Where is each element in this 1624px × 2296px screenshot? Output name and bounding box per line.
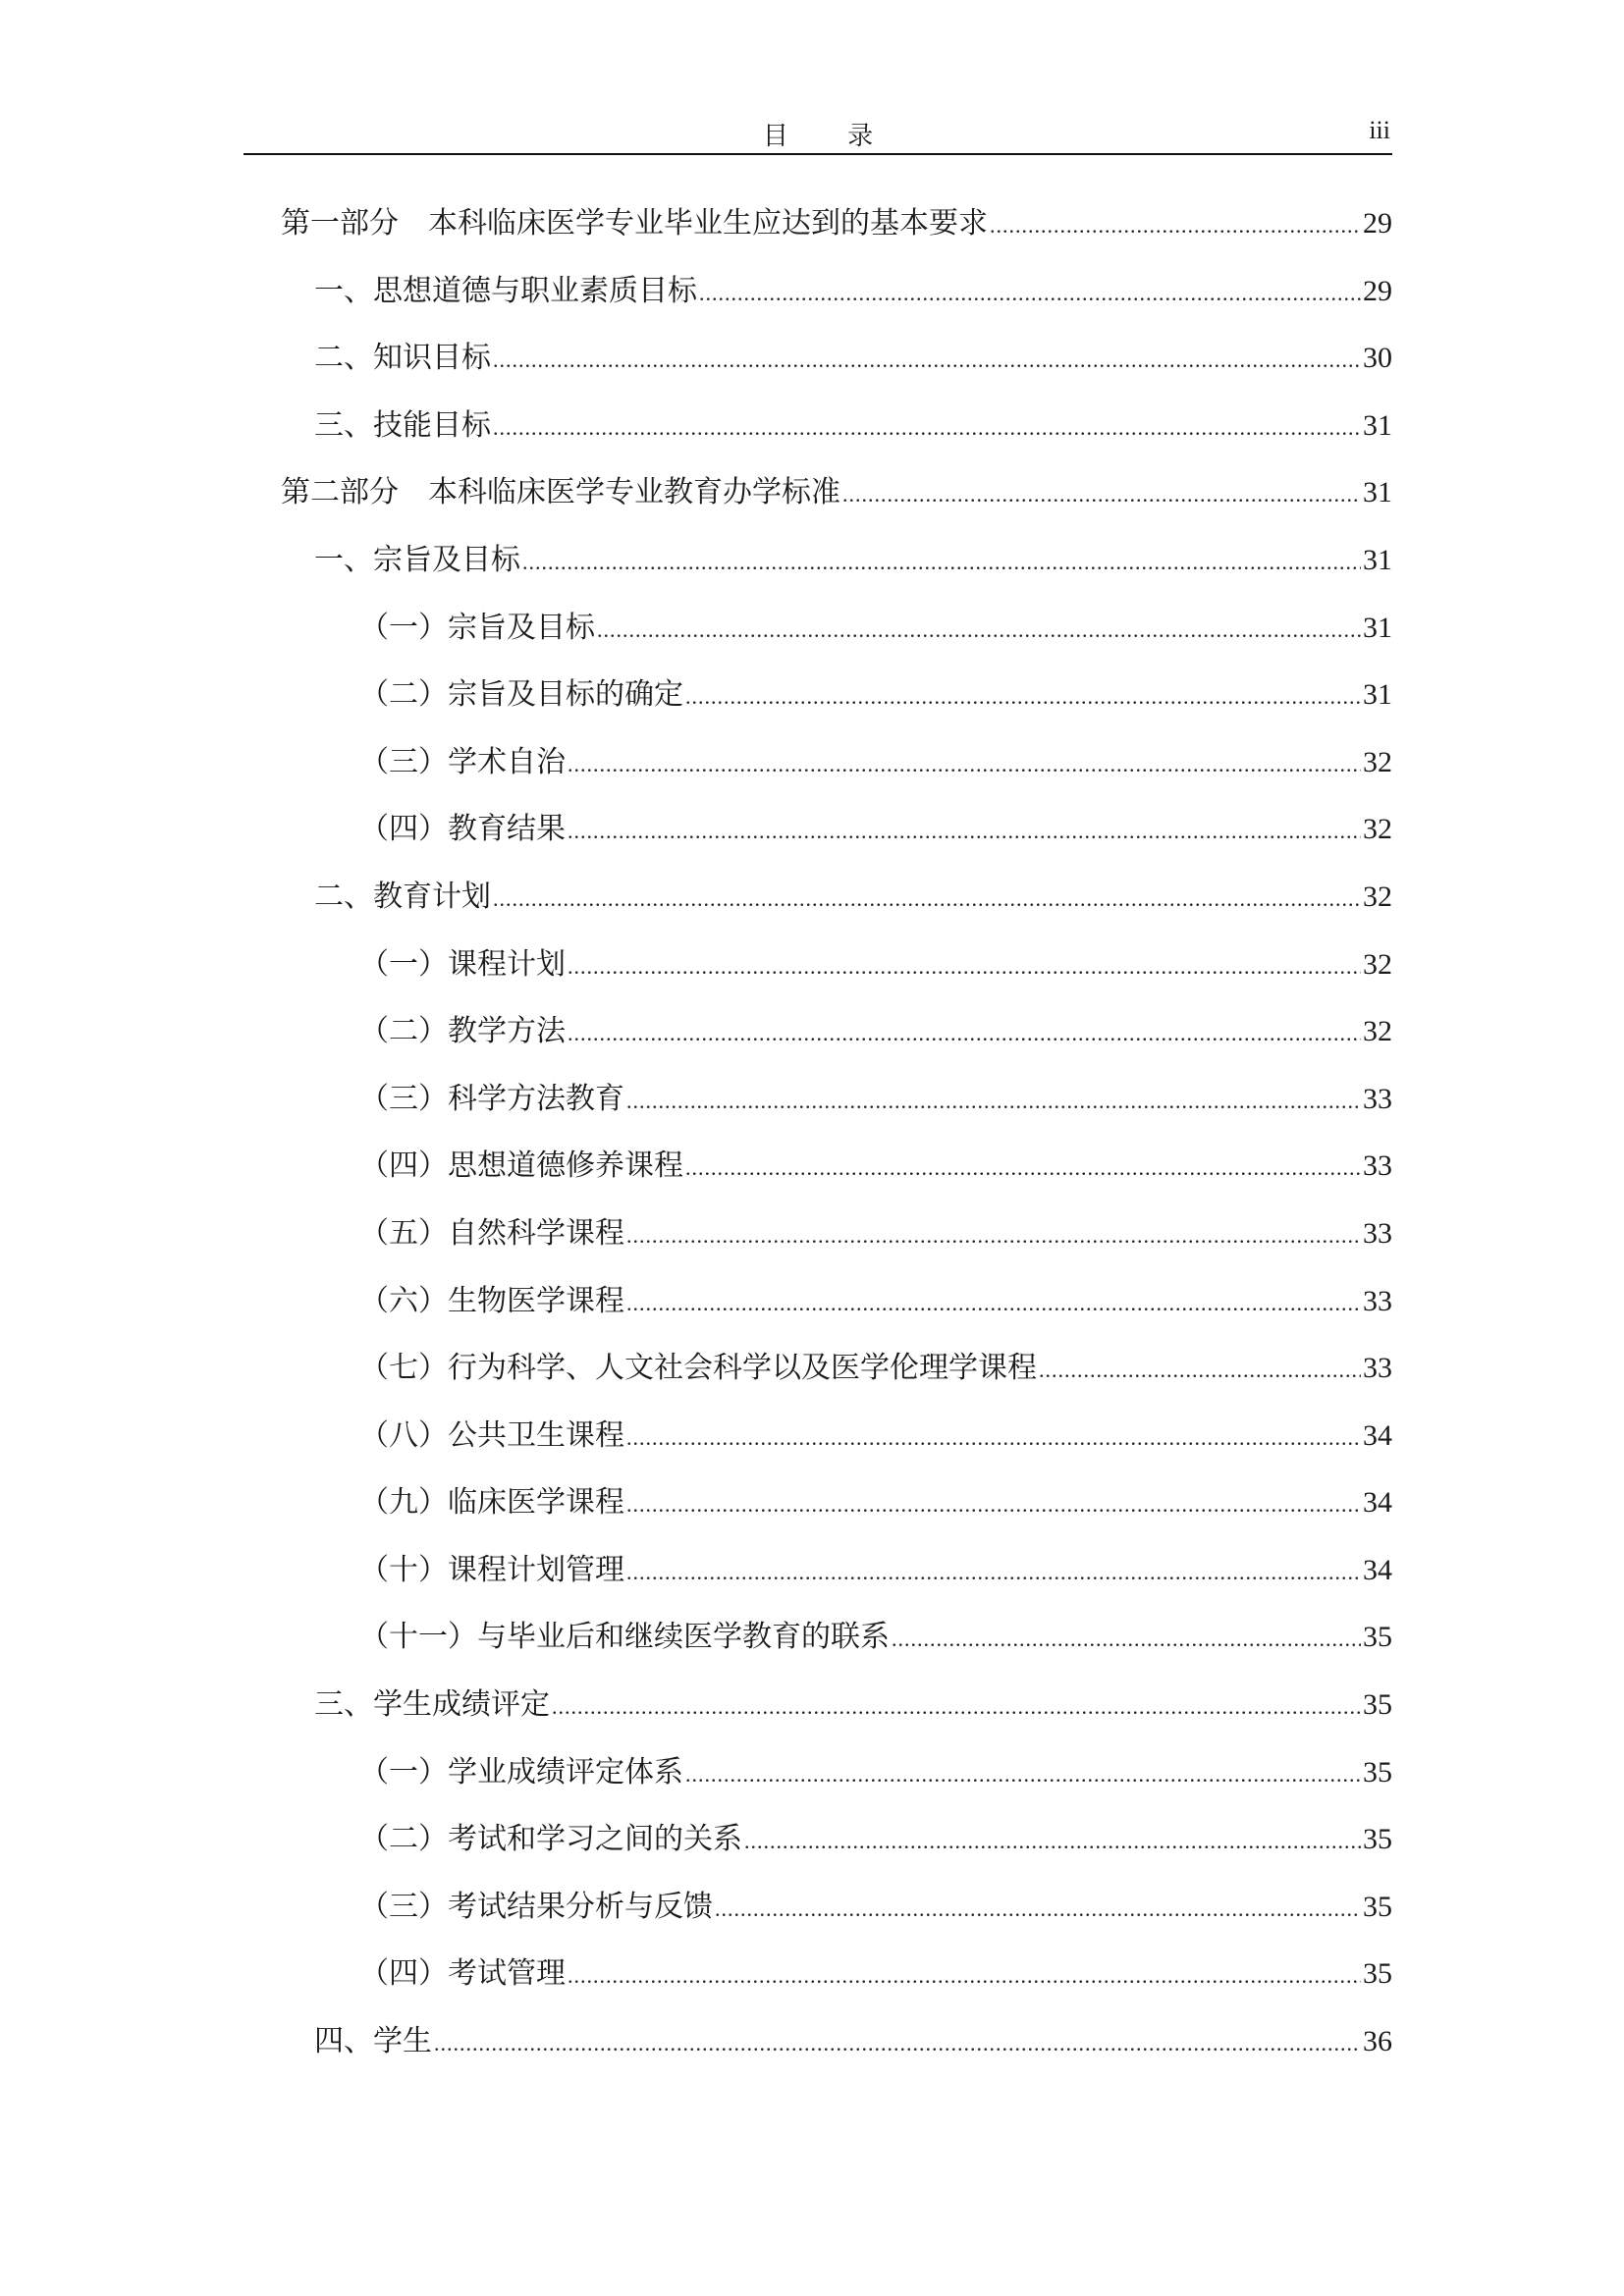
toc-leader-dots	[568, 745, 1361, 784]
toc-entry[interactable]	[281, 810, 1392, 878]
toc-entry-page: 35	[1363, 1755, 1392, 1789]
toc-entry[interactable]	[281, 675, 1392, 743]
toc-entry-page: 35	[1363, 1823, 1392, 1856]
toc-entry-label: （三）学术自治	[359, 744, 566, 779]
toc-entry[interactable]	[281, 1349, 1392, 1416]
toc-entry-label: （八）公共卫生课程	[359, 1417, 624, 1453]
toc-entry[interactable]	[281, 204, 1392, 272]
toc-entry[interactable]	[281, 1551, 1392, 1619]
toc-entry-label: （二）考试和学习之间的关系	[359, 1822, 742, 1857]
toc-entry[interactable]	[281, 1618, 1392, 1685]
toc-leader-dots	[626, 1418, 1361, 1458]
toc-entry[interactable]	[281, 1685, 1392, 1753]
toc-leader-dots	[685, 1148, 1361, 1188]
page-header	[244, 110, 1392, 155]
header-page-number: iii	[1369, 116, 1390, 144]
toc-entry-label: （二）宗旨及目标的确定	[359, 677, 683, 713]
toc-entry-page: 30	[1363, 342, 1392, 375]
toc-entry-page: 31	[1363, 543, 1392, 576]
toc-entry[interactable]	[281, 743, 1392, 811]
toc-entry-label: （一）宗旨及目标	[359, 610, 595, 645]
toc-entry-label: 第一部分 本科临床医学专业毕业生应达到的基本要求	[281, 206, 988, 240]
toc-entry[interactable]	[281, 1214, 1392, 1282]
toc-entry[interactable]	[281, 1416, 1392, 1484]
toc-entry[interactable]	[281, 541, 1392, 609]
toc-entry-page: 33	[1363, 1352, 1392, 1385]
toc-leader-dots	[699, 274, 1361, 313]
toc-entry-label: 二、知识目标	[314, 341, 491, 376]
toc-entry[interactable]	[281, 339, 1392, 406]
toc-entry-label: （四）教育结果	[359, 812, 566, 847]
toc-entry-page: 35	[1363, 1621, 1392, 1654]
toc-entry-page: 35	[1363, 1688, 1392, 1722]
toc-entry[interactable]	[281, 1483, 1392, 1551]
toc-entry[interactable]	[281, 2022, 1392, 2090]
toc-leader-dots	[626, 1082, 1361, 1121]
toc-entry-label: 一、思想道德与职业素质目标	[314, 273, 697, 308]
toc-entry[interactable]	[281, 1753, 1392, 1821]
toc-entry-label: （十一）与毕业后和继续医学教育的联系	[359, 1620, 890, 1655]
toc-leader-dots	[715, 1890, 1361, 1929]
toc-entry-label: （二）教学方法	[359, 1014, 566, 1049]
toc-entry-page: 31	[1363, 408, 1392, 442]
toc-entry[interactable]	[281, 1012, 1392, 1080]
toc-entry-page: 32	[1363, 813, 1392, 846]
toc-entry-page: 34	[1363, 1486, 1392, 1520]
toc-leader-dots	[568, 1014, 1361, 1053]
toc-entry-label: 第二部分 本科临床医学专业教育办学标准	[281, 475, 840, 510]
toc-leader-dots	[626, 1216, 1361, 1255]
toc-entry-page: 32	[1363, 745, 1392, 778]
toc-leader-dots	[493, 408, 1361, 448]
toc-leader-dots	[626, 1284, 1361, 1323]
toc-entry-label: 二、教育计划	[314, 879, 491, 914]
toc-entry[interactable]	[281, 609, 1392, 676]
toc-leader-dots	[434, 2024, 1361, 2063]
toc-entry-label: （七）行为科学、人文社会科学以及医学伦理学课程	[359, 1351, 1037, 1386]
toc-entry-label: （五）自然科学课程	[359, 1215, 624, 1251]
toc-leader-dots	[493, 341, 1361, 380]
toc-entry-page: 32	[1363, 880, 1392, 913]
toc-entry-label: （一）学业成绩评定体系	[359, 1754, 683, 1789]
toc-entry-page: 35	[1363, 1890, 1392, 1923]
toc-leader-dots	[990, 206, 1361, 245]
toc-leader-dots	[744, 1822, 1361, 1861]
toc-entry[interactable]	[281, 1282, 1392, 1350]
toc-entry-label: 一、宗旨及目标	[314, 542, 520, 577]
toc-entry-page: 33	[1363, 1082, 1392, 1115]
toc-entry[interactable]	[281, 272, 1392, 340]
toc-entry[interactable]	[281, 878, 1392, 945]
toc-entry-page: 33	[1363, 1216, 1392, 1250]
toc-entry-page: 31	[1363, 611, 1392, 644]
toc-leader-dots	[568, 947, 1361, 987]
toc-entry-label: 三、学生成绩评定	[314, 1687, 550, 1723]
toc-leader-dots	[892, 1620, 1361, 1659]
toc-entry[interactable]	[281, 1147, 1392, 1214]
toc-leader-dots	[493, 880, 1361, 919]
toc-entry-page: 33	[1363, 1284, 1392, 1317]
toc-entry-label: （十）课程计划管理	[359, 1552, 624, 1587]
toc-leader-dots	[1039, 1351, 1361, 1390]
toc-entry[interactable]	[281, 1820, 1392, 1888]
toc-entry-page: 33	[1363, 1149, 1392, 1183]
toc-entry-label: （四）思想道德修养课程	[359, 1148, 683, 1184]
toc-entry-page: 36	[1363, 2025, 1392, 2058]
toc-entry-label: 四、学生	[314, 2024, 432, 2059]
toc-entry-label: （九）临床医学课程	[359, 1485, 624, 1521]
toc-entry-page: 32	[1363, 947, 1392, 981]
toc-leader-dots	[568, 812, 1361, 851]
toc-entry[interactable]	[281, 1080, 1392, 1148]
header-title: 目 录	[762, 122, 899, 151]
toc-entry[interactable]	[281, 1954, 1392, 2022]
toc-entry[interactable]	[281, 1888, 1392, 1955]
toc-leader-dots	[552, 1687, 1361, 1727]
toc-entry-label: （一）课程计划	[359, 946, 566, 982]
toc-entry-label: （三）科学方法教育	[359, 1081, 624, 1116]
toc-leader-dots	[685, 1755, 1361, 1794]
toc-entry-page: 34	[1363, 1418, 1392, 1452]
toc-leader-dots	[685, 677, 1361, 717]
toc-entry-page: 29	[1363, 274, 1392, 307]
toc-entry-page: 35	[1363, 1957, 1392, 1991]
toc-entry-page: 29	[1363, 207, 1392, 240]
toc-entry-label: （三）考试结果分析与反馈	[359, 1889, 713, 1924]
toc-leader-dots	[568, 1956, 1361, 1996]
toc-entry[interactable]	[281, 945, 1392, 1013]
toc-leader-dots	[597, 611, 1361, 650]
toc-entry-page: 31	[1363, 678, 1392, 712]
toc-leader-dots	[626, 1553, 1361, 1592]
toc-entry-page: 31	[1363, 476, 1392, 509]
toc-entry-label: （四）考试管理	[359, 1956, 566, 1992]
toc-leader-dots	[842, 475, 1361, 514]
toc-leader-dots	[626, 1485, 1361, 1524]
table-of-contents	[281, 204, 1392, 2090]
toc-entry-label: 三、技能目标	[314, 407, 491, 443]
toc-entry-page: 34	[1363, 1553, 1392, 1586]
toc-entry-page: 32	[1363, 1015, 1392, 1048]
toc-entry[interactable]	[281, 473, 1392, 541]
toc-entry[interactable]	[281, 406, 1392, 474]
toc-entry-label: （六）生物医学课程	[359, 1283, 624, 1318]
toc-leader-dots	[522, 543, 1361, 582]
